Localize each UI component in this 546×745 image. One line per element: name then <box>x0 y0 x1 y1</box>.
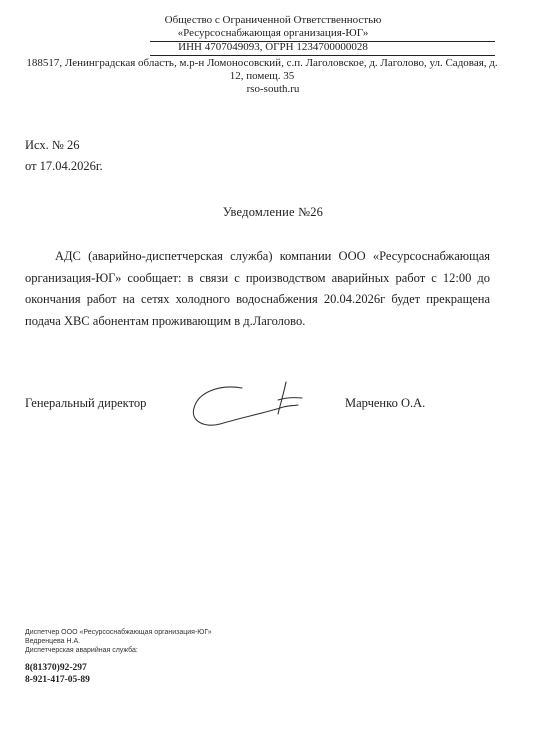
company-brand-line: «Ресурсоснабжающая организация-ЮГ» <box>177 27 369 39</box>
signatory-position: Генеральный директор <box>25 396 147 410</box>
outgoing-number: Исх. № 26 <box>25 138 80 152</box>
company-address: 188517, Ленинградская область, м.р-н Ломоносовский, с.п. Лаголовское, д. Лаголово, ул. Садовая, д. 12, помещ. 35 <box>26 57 498 82</box>
footer-dispatcher-name: Ведренцева Н.А. <box>25 638 81 645</box>
notice-paragraph: АДС (аварийно-диспетчерская служба) компании ООО «Ресурсоснабжающая организация-ЮГ» сообщает: в связи с производством аварийных работ с 12:00 до окончания работ на сетях холодного водоснабжения 20.04.2026г будет прекращена подача ХВС абонентам проживающим в д.Лаголово. <box>25 249 490 328</box>
company-name-line: Общество с Ограниченной Ответственностью <box>164 14 382 26</box>
notice-body <box>25 246 490 332</box>
company-inn-ogrn: ИНН 4707049093, ОГРН 1234700000028 <box>178 41 368 53</box>
footer-phone-mobile: 8-921-417-05-89 <box>25 675 90 685</box>
handwritten-signature <box>180 378 310 438</box>
outgoing-date: от 17.04.2026г. <box>25 159 103 173</box>
footer-phone-landline: 8(81370)92-297 <box>25 663 87 673</box>
header-rule-bottom <box>150 55 495 56</box>
footer-dispatcher-org: Диспетчер ООО «Ресурсоснабжающая организация-ЮГ» <box>25 629 212 636</box>
footer-emergency-service: Диспетчерская аварийная служба: <box>25 647 138 654</box>
notice-title: Уведомление №26 <box>222 205 324 219</box>
signatory-name: Марченко О.А. <box>345 396 426 410</box>
company-website: rso-south.ru <box>246 83 300 95</box>
